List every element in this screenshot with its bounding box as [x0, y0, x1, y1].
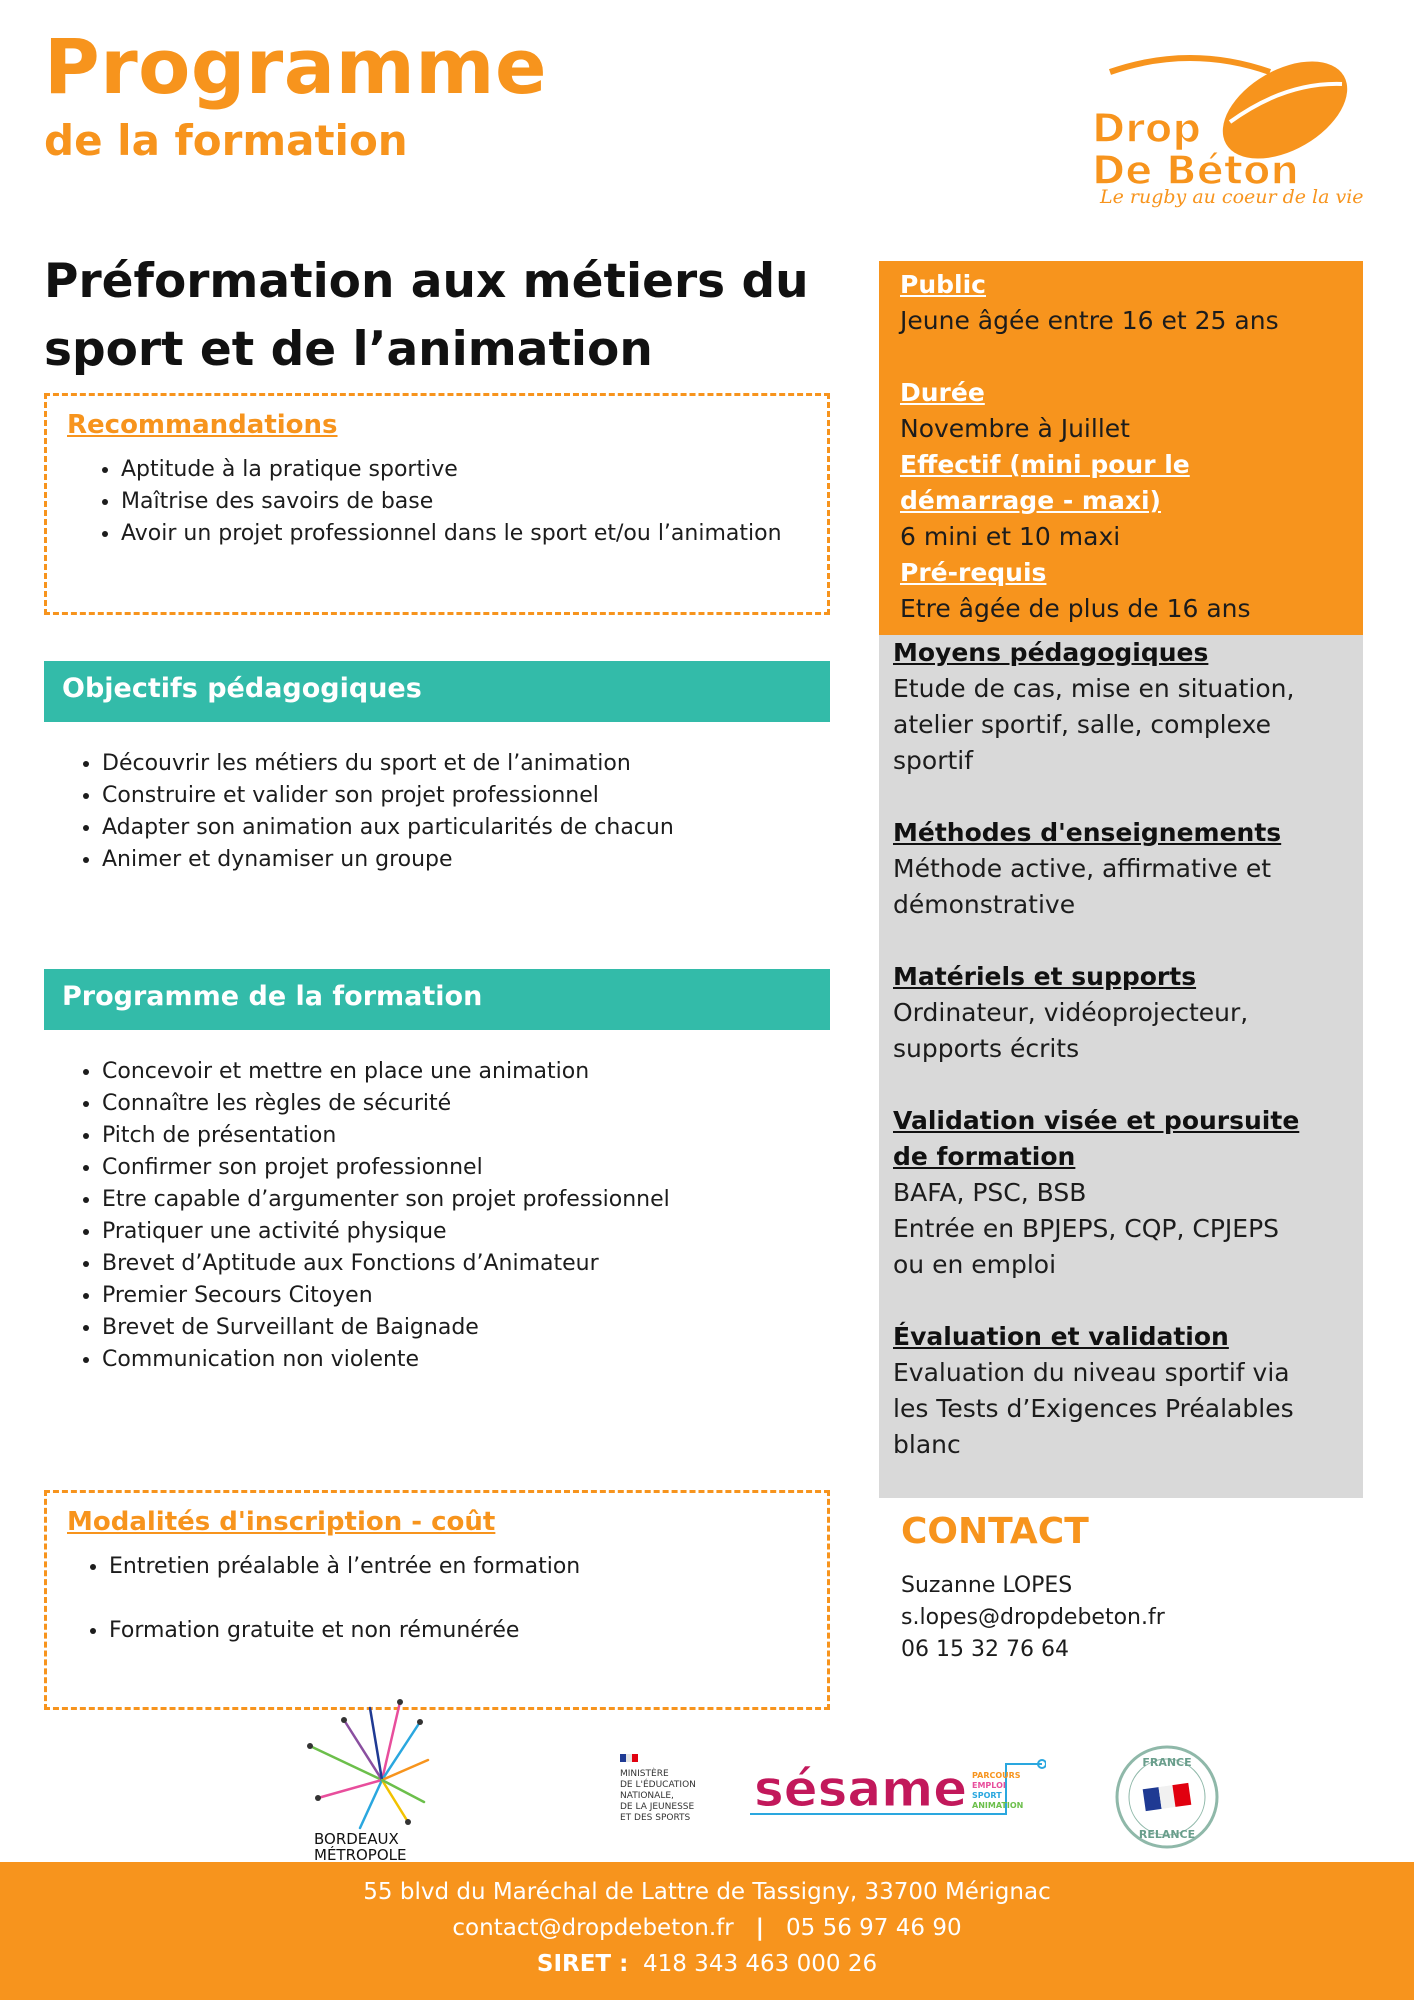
list-item: • Découvrir les métiers du sport et de l’animation: [102, 748, 830, 780]
list-item: • Brevet d’Aptitude aux Fonctions d’Animateur: [102, 1248, 830, 1280]
objectives-header: Objectifs pédagogiques: [44, 661, 830, 722]
footer-separator: |: [755, 1915, 765, 1941]
program-section: [44, 1056, 830, 1376]
methodes-label: Méthodes d'enseignements: [893, 818, 1282, 847]
france-relance-logo: [1112, 1742, 1222, 1852]
materiels-line: Ordinateur, vidéoprojecteur,: [893, 998, 1249, 1027]
list-item: • Connaître les règles de sécurité: [102, 1088, 830, 1120]
sesame-side-text: PARCOURS: [972, 1771, 1021, 1780]
contact-phone: 06 15 32 76 64: [901, 1637, 1069, 1662]
materiels-line: supports écrits: [893, 1034, 1080, 1063]
evaluation-label: Évaluation et validation: [893, 1322, 1229, 1351]
validation-line: Entrée en BPJEPS, CQP, CPJEPS: [893, 1214, 1280, 1243]
footer-siret-label: SIRET :: [536, 1951, 629, 1977]
registration-box: [44, 1490, 830, 1710]
list-item: • Pratiquer une activité physique: [102, 1216, 830, 1248]
list-item: • Formation gratuite et non rémunérée: [109, 1615, 807, 1647]
list-item: • Etre capable d’argumenter son projet professionnel: [102, 1184, 830, 1216]
moyens-line: atelier sportif, salle, complexe: [893, 710, 1271, 739]
evaluation-line: Evaluation du niveau sportif via: [893, 1358, 1290, 1387]
sesame-side-text: ANIMATION: [972, 1801, 1024, 1810]
moyens-label: Moyens pédagogiques: [893, 638, 1209, 667]
prereq-label: Pré-requis: [900, 558, 1047, 587]
recommendations-list: [67, 454, 807, 550]
relance-bottom-text: RELANCE: [1138, 1828, 1196, 1841]
prereq-text: Etre âgée de plus de 16 ans: [900, 594, 1251, 623]
footer-email-link[interactable]: contact@dropdebeton.fr: [452, 1915, 734, 1941]
metropole-text: MÉTROPOLE: [314, 1846, 407, 1862]
ministry-line: MINISTÈRE: [620, 1769, 669, 1779]
objectives-section: [44, 748, 830, 876]
list-item: • Entretien préalable à l’entrée en formation: [109, 1551, 807, 1583]
moyens-line: Etude de cas, mise en situation,: [893, 674, 1295, 703]
footer-address: 55 blvd du Maréchal de Lattre de Tassigny, 33700 Mérignac: [363, 1879, 1051, 1905]
logo-text-debeton: De Béton: [1092, 148, 1299, 194]
sidebar-orange-panel: [879, 261, 1363, 635]
list-item: • Maîtrise des savoirs de base: [121, 486, 807, 518]
list-item: • Animer et dynamiser un groupe: [102, 844, 830, 876]
sesame-side-text: SPORT: [972, 1791, 1002, 1800]
bordeaux-text: BORDEAUX: [314, 1830, 399, 1848]
duration-label: Durée: [900, 378, 985, 407]
sesame-side-text: EMPLOI: [972, 1781, 1006, 1790]
footer-siret-line: [0, 1946, 1414, 1982]
validation-label-line1: Validation visée et poursuite: [893, 1106, 1300, 1135]
info-sidebar: [879, 261, 1363, 1662]
list-item: • Brevet de Surveillant de Baignade: [102, 1312, 830, 1344]
recommendations-box: [44, 393, 830, 615]
registration-title: Modalités d'inscription - coût: [67, 1507, 496, 1537]
moyens-line: sportif: [893, 746, 974, 775]
effectif-label-line1: Effectif (mini pour le: [900, 450, 1190, 479]
list-item: • Communication non violente: [102, 1344, 830, 1376]
sidebar-grey-panel: [879, 635, 1363, 1662]
methodes-line: Méthode active, affirmative et: [893, 854, 1272, 883]
evaluation-line: les Tests d’Exigences Préalables: [893, 1394, 1294, 1423]
page-title: Programme: [44, 22, 547, 111]
program-header: Programme de la formation: [44, 969, 830, 1030]
effectif-label-line2: démarrage - maxi): [900, 486, 1161, 515]
list-item: • Construire et valider son projet professionnel: [102, 780, 830, 812]
evaluation-line: blanc: [893, 1430, 961, 1459]
list-item: • Confirmer son projet professionnel: [102, 1152, 830, 1184]
logo-tagline: Le rugby au coeur de la vie: [1100, 186, 1364, 208]
relance-top-text: FRANCE: [1142, 1756, 1192, 1769]
list-item: • Concevoir et mettre en place une animation: [102, 1056, 830, 1088]
list-item: • Avoir un projet professionnel dans le sport et/ou l’animation: [121, 518, 807, 550]
ministry-line: NATIONALE,: [620, 1791, 674, 1801]
objectives-list: [44, 748, 830, 876]
contact-card: [891, 1503, 1349, 1703]
public-label: Public: [900, 270, 986, 299]
ministry-line: DE L'ÉDUCATION: [620, 1780, 696, 1790]
list-item: • Aptitude à la pratique sportive: [121, 454, 807, 486]
effectif-text: 6 mini et 10 maxi: [900, 522, 1121, 551]
ministry-logo: [616, 1752, 726, 1852]
validation-label-line2: de formation: [893, 1142, 1076, 1171]
ministry-line: ET DES SPORTS: [620, 1813, 691, 1823]
course-title-line2: sport et de l’animation: [44, 322, 653, 377]
duration-text: Novembre à Juillet: [900, 414, 1130, 443]
recommendations-title: Recommandations: [67, 410, 338, 440]
ministry-line: DE LA JEUNESSE: [620, 1802, 695, 1812]
contact-email-link[interactable]: s.lopes@dropdebeton.fr: [901, 1605, 1165, 1630]
sesame-logo: [746, 1756, 1046, 1828]
public-text: Jeune âgée entre 16 et 25 ans: [900, 306, 1279, 335]
course-title: [44, 248, 844, 384]
footer-phone: 05 56 97 46 90: [786, 1915, 962, 1941]
course-title-line1: Préformation aux métiers du: [44, 254, 809, 309]
program-list: [44, 1056, 830, 1376]
list-item: • Pitch de présentation: [102, 1120, 830, 1152]
validation-line: ou en emploi: [893, 1250, 1057, 1279]
contact-title: CONTACT: [901, 1511, 1089, 1552]
footer-siret-value: 418 343 463 000 26: [642, 1951, 878, 1977]
page-subtitle: de la formation: [44, 116, 408, 165]
list-item: • Premier Secours Citoyen: [102, 1280, 830, 1312]
bordeaux-metropole-logo: [300, 1698, 430, 1862]
footer: [0, 1862, 1414, 2000]
registration-list: [67, 1551, 807, 1647]
methodes-line: démonstrative: [893, 890, 1076, 919]
sesame-text: sésame: [754, 1760, 968, 1818]
materiels-label: Matériels et supports: [893, 962, 1197, 991]
validation-line: BAFA, PSC, BSB: [893, 1178, 1087, 1207]
list-item: • Adapter son animation aux particularités de chacun: [102, 812, 830, 844]
footer-contact-line: [0, 1910, 1414, 1946]
contact-name: Suzanne LOPES: [901, 1573, 1073, 1598]
logo-text-drop: Drop: [1092, 106, 1202, 152]
